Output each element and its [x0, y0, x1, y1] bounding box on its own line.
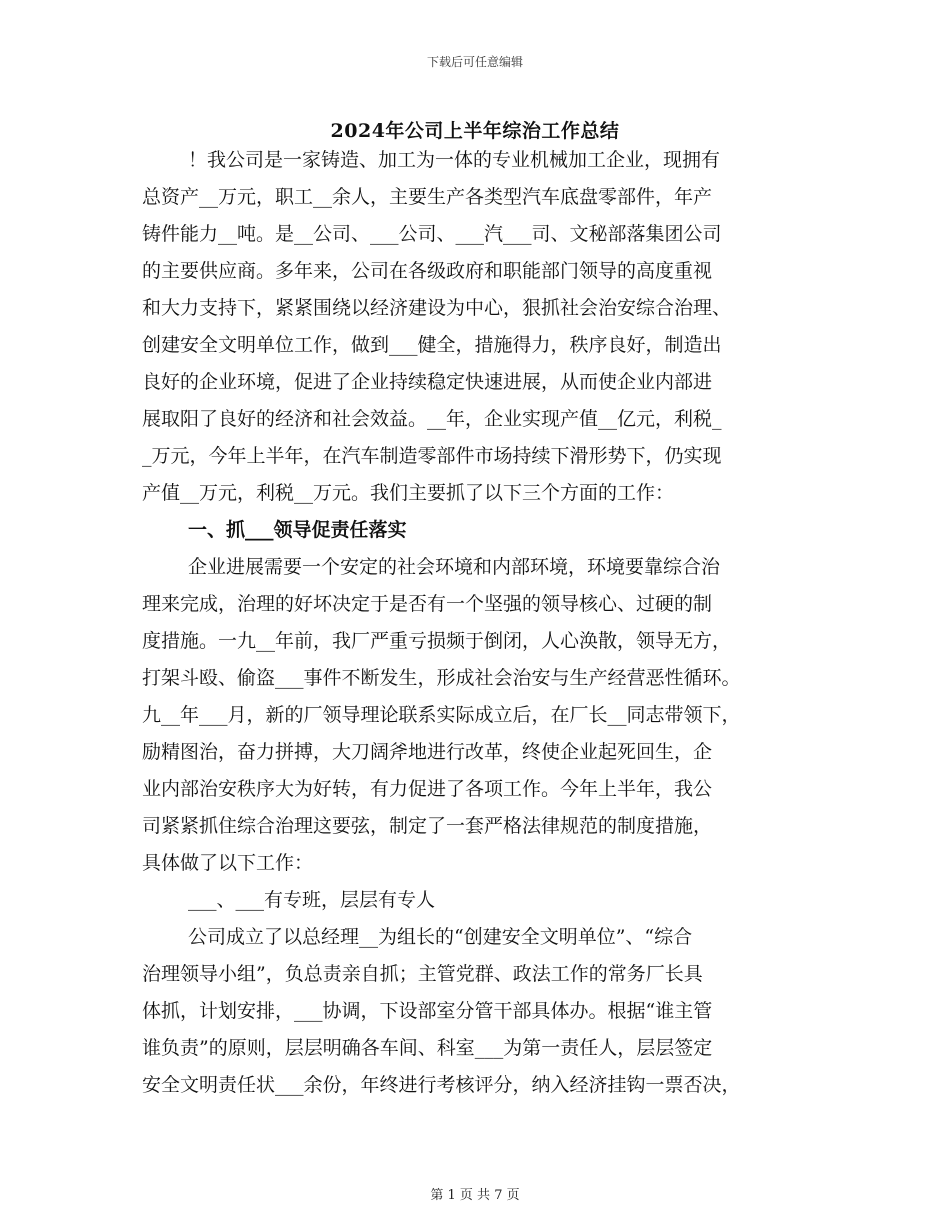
paragraph-line: 具体做了以下工作： [142, 852, 314, 874]
paragraph-line: 九__年___月，新的厂领导理论联系实际成立后，在厂长__同志带领下， [142, 704, 741, 726]
section-heading: 一、抓___领导促责任落实 [188, 519, 407, 541]
page-number: 第 1 页 共 7 页 [430, 1188, 520, 1203]
paragraph-line: 理来完成，治理的好坏决定于是否有一个坚强的领导核心、过硬的制 [142, 593, 713, 615]
paragraph-line: ！我公司是一家铸造、加工为一体的专业机械加工企业，现拥有 [188, 149, 721, 171]
header-note: 下载后可任意编辑 [426, 55, 523, 69]
paragraph-line: 司紧紧抓住综合治理这要弦，制定了一套严格法律规范的制度措施， [142, 815, 713, 837]
paragraph-line: 谁负责”的原则，层层明确各车间、科室___为第一责任人，层层签定 [142, 1037, 713, 1059]
paragraph-line: 安全文明责任状___余份，年终进行考核评分，纳入经济挂钩一票否决， [142, 1074, 741, 1096]
document-body [142, 142, 814, 1104]
paragraph-line: 企业进展需要一个安定的社会环境和内部环境，环境要靠综合治 [188, 556, 721, 578]
paragraph-line: 业内部治安秩序大为好转，有力促进了各项工作。今年上半年，我公 [142, 778, 713, 800]
paragraph-line: 展取阳了良好的经济和社会效益。__年，企业实现产值__亿元，利税_ [142, 408, 722, 430]
paragraph-line: 铸件能力__吨。是__公司、___公司、___汽___司、文秘部落集团公司 [142, 223, 722, 245]
paragraph-line: 度措施。一九__年前，我厂严重亏损频于倒闭，人心涣散，领导无方， [142, 630, 732, 652]
paragraph-line: 产值__万元，利税__万元。我们主要抓了以下三个方面的工作： [142, 482, 675, 504]
paragraph-line: 励精图治，奋力拼搏，大刀阔斧地进行改革，终使企业起死回生，企 [142, 741, 713, 763]
paragraph-line: 创建安全文明单位工作，做到___健全，措施得力，秩序良好，制造出 [142, 334, 722, 356]
paragraph-line: 体抓，计划安排，___协调，下设部室分管干部具体办。根据“谁主管 [142, 1000, 713, 1022]
paragraph-line: _万元，今年上半年，在汽车制造零部件市场持续下滑形势下，仍实现 [142, 445, 722, 467]
paragraph-line: 公司成立了以总经理__为组长的“创建安全文明单位”、“综合 [188, 926, 693, 948]
paragraph-line: ___、___有专班，层层有专人 [188, 889, 436, 911]
paragraph-line: 治理领导小组”，负总责亲自抓；主管党群、政法工作的常务厂长具 [142, 963, 703, 985]
document-title: 2024年公司上半年综治工作总结 [330, 120, 620, 142]
paragraph-line: 和大力支持下，紧紧围绕以经济建设为中心，狠抓社会治安综合治理、 [142, 297, 732, 319]
paragraph-line: 良好的企业环境，促进了企业持续稳定快速进展，从而使企业内部进 [142, 371, 713, 393]
paragraph-line: 的主要供应商。多年来，公司在各级政府和职能部门领导的高度重视 [142, 260, 713, 282]
paragraph-line: 总资产__万元，职工__余人，主要生产各类型汽车底盘零部件，年产 [142, 186, 713, 208]
paragraph-line: 打架斗殴、偷盗___事件不断发生，形成社会治安与生产经营恶性循环。 [142, 667, 741, 689]
